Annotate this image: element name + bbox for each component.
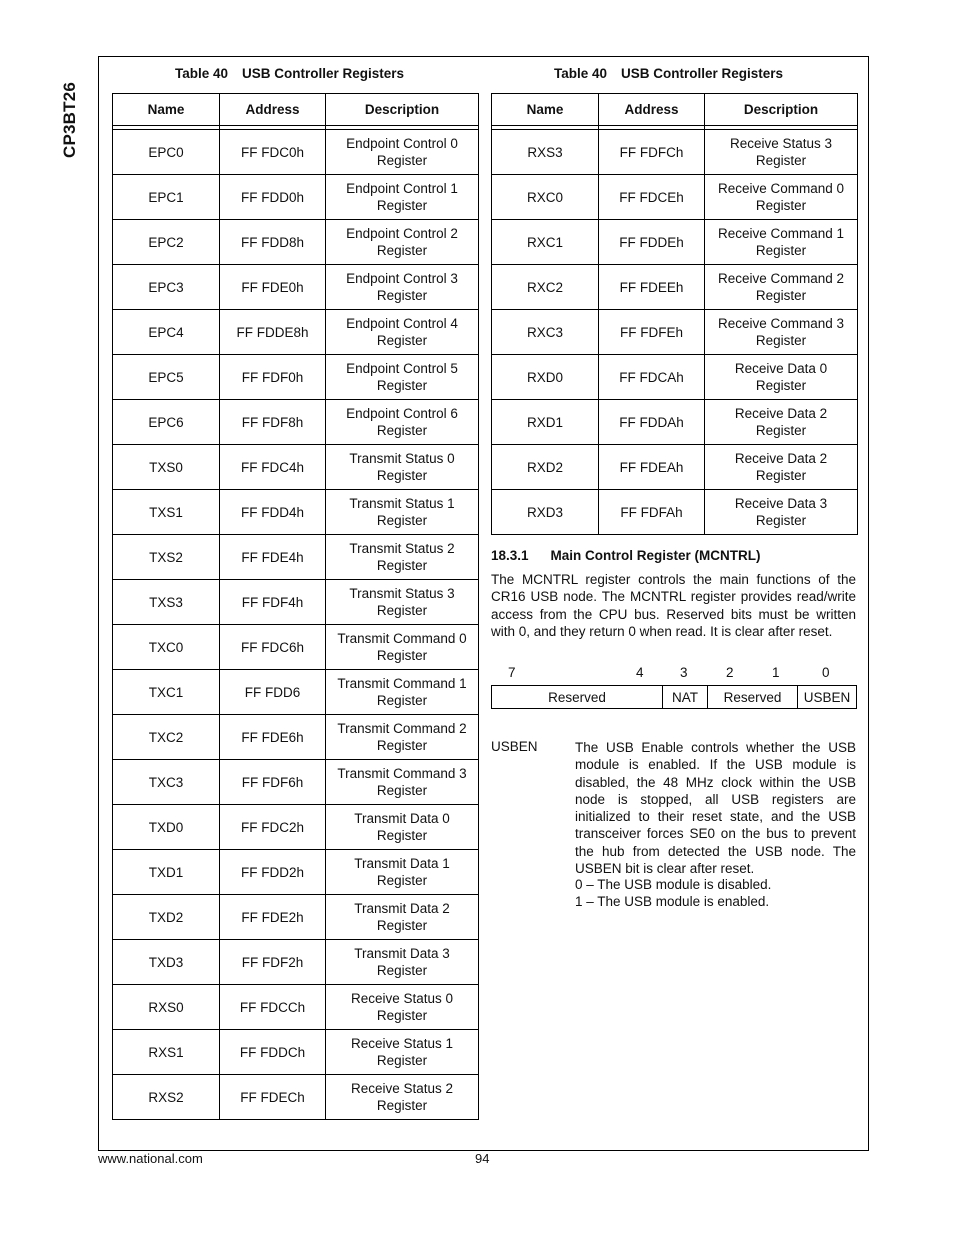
description-line: Transmit Data 3 (354, 946, 450, 961)
description-line: Transmit Status 1 (349, 496, 455, 511)
description-line: Receive Data 3 (734, 496, 828, 511)
description-line: Endpoint Control 0 (346, 136, 458, 151)
register-name-cell: TXD3 (113, 940, 220, 985)
table-row (113, 220, 479, 265)
page-number: 94 (475, 1151, 490, 1166)
table-row (113, 310, 479, 355)
register-name-cell: TXC3 (113, 760, 220, 805)
definition-option: 0 – The USB module is disabled. (575, 877, 772, 892)
column-header-name: Name (492, 94, 599, 126)
register-address-cell: FF FDDEh (599, 220, 705, 265)
register-description-cell (326, 895, 479, 940)
usb-register-table-right (491, 93, 858, 535)
table-row (113, 625, 479, 670)
description-line: Register (755, 423, 807, 438)
description-line: Transmit Data 1 (354, 856, 450, 871)
description-line: Transmit Command 2 (337, 721, 467, 736)
bit-number-row (491, 665, 856, 681)
register-address-cell: FF FDFCh (599, 130, 705, 175)
description-line: Receive Data 2 (734, 451, 828, 466)
table-row (113, 940, 479, 985)
register-description-cell (326, 940, 479, 985)
description-line: Register (755, 333, 807, 348)
register-name-cell: TXD0 (113, 805, 220, 850)
register-name-cell: EPC3 (113, 265, 220, 310)
description-line: Register (755, 468, 807, 483)
table-caption-title: USB Controller Registers (242, 66, 405, 81)
register-name-cell: EPC6 (113, 400, 220, 445)
table-row (492, 490, 858, 535)
table-row (492, 445, 858, 490)
description-line: Register (376, 783, 428, 798)
bit-number: 7 (508, 665, 516, 680)
register-description-cell (326, 1075, 479, 1120)
table-row (113, 265, 479, 310)
register-description-cell (705, 490, 858, 535)
register-address-cell: FF FDF0h (220, 355, 326, 400)
register-description-cell (705, 175, 858, 220)
bit-field-nat: NAT (663, 686, 708, 709)
register-description-cell (705, 355, 858, 400)
table-row (492, 175, 858, 220)
register-address-cell: FF FDD6 (220, 670, 326, 715)
register-address-cell: FF FDCEh (599, 175, 705, 220)
register-address-cell: FF FDC2h (220, 805, 326, 850)
description-line: Register (755, 198, 807, 213)
register-name-cell: RXD0 (492, 355, 599, 400)
register-address-cell: FF FDE4h (220, 535, 326, 580)
register-name-cell: EPC4 (113, 310, 220, 355)
table-row (492, 310, 858, 355)
description-line: Transmit Command 0 (337, 631, 467, 646)
register-address-cell: FF FDEEh (599, 265, 705, 310)
register-address-cell: FF FDDCh (220, 1030, 326, 1075)
description-line: Register (755, 243, 807, 258)
register-address-cell: FF FDC0h (220, 130, 326, 175)
table-row (113, 1030, 479, 1075)
register-description-cell (705, 130, 858, 175)
section-number: 18.3.1 (491, 548, 529, 563)
footer-url: www.national.com (98, 1151, 203, 1166)
register-name-cell: TXC0 (113, 625, 220, 670)
description-line: Transmit Status 3 (349, 586, 455, 601)
column-header-description: Description (705, 94, 858, 126)
register-name-cell: EPC1 (113, 175, 220, 220)
bit-field-usben: USBEN (798, 686, 857, 709)
register-name-cell: RXD3 (492, 490, 599, 535)
table-row (113, 670, 479, 715)
table-row (113, 985, 479, 1030)
bit-number: 2 (726, 665, 734, 680)
description-line: Register (755, 288, 807, 303)
column-header-address: Address (599, 94, 705, 126)
register-name-cell: RXS2 (113, 1075, 220, 1120)
register-description-cell (705, 445, 858, 490)
register-description-cell (326, 445, 479, 490)
section-heading (491, 548, 761, 563)
register-name-cell: TXD1 (113, 850, 220, 895)
table-caption-right (554, 66, 783, 81)
mcntrl-bit-layout (491, 685, 857, 709)
register-description-cell (326, 850, 479, 895)
description-line: Receive Command 2 (717, 271, 845, 286)
register-address-cell: FF FDF2h (220, 940, 326, 985)
description-line: Register (376, 243, 428, 258)
description-line: Transmit Command 3 (337, 766, 467, 781)
register-description-cell (326, 1030, 479, 1075)
bit-number: 0 (822, 665, 830, 680)
description-line: Register (376, 468, 428, 483)
register-address-cell: FF FDD2h (220, 850, 326, 895)
usb-register-table-left (112, 93, 479, 1120)
register-name-cell: TXS0 (113, 445, 220, 490)
table-row (113, 175, 479, 220)
description-line: Register (755, 378, 807, 393)
description-line: Receive Status 1 (350, 1036, 454, 1051)
table-caption-number: Table 40 (175, 66, 229, 81)
description-line: Receive Command 3 (717, 316, 845, 331)
table-row (113, 445, 479, 490)
register-address-cell: FF FDECh (220, 1075, 326, 1120)
bit-number: 3 (680, 665, 688, 680)
description-line: Register (376, 963, 428, 978)
register-description-cell (326, 985, 479, 1030)
register-name-cell: TXD2 (113, 895, 220, 940)
bit-number: 1 (772, 665, 780, 680)
register-address-cell: FF FDCCh (220, 985, 326, 1030)
register-description-cell (326, 220, 479, 265)
table-header-row (492, 94, 858, 126)
description-line: Register (376, 918, 428, 933)
register-description-cell (705, 310, 858, 355)
description-line: Register (376, 378, 428, 393)
description-line: Receive Data 2 (734, 406, 828, 421)
table-row (492, 220, 858, 265)
description-line: Receive Status 2 (350, 1081, 454, 1096)
table-row (492, 400, 858, 445)
description-line: Receive Command 0 (717, 181, 845, 196)
table-row (113, 130, 479, 175)
register-name-cell: EPC2 (113, 220, 220, 265)
description-line: Endpoint Control 6 (346, 406, 458, 421)
document-title (56, 60, 84, 180)
register-name-cell: TXS2 (113, 535, 220, 580)
register-address-cell: FF FDC4h (220, 445, 326, 490)
register-address-cell: FF FDF8h (220, 400, 326, 445)
table-row (113, 895, 479, 940)
register-description-cell (326, 265, 479, 310)
register-name-cell: EPC0 (113, 130, 220, 175)
register-description-cell (705, 265, 858, 310)
register-description-cell (705, 220, 858, 265)
column-header-address: Address (220, 94, 326, 126)
description-line: Endpoint Control 3 (346, 271, 458, 286)
column-header-name: Name (113, 94, 220, 126)
description-line: Register (376, 1098, 428, 1113)
description-line: Register (376, 873, 428, 888)
register-name-cell: TXC2 (113, 715, 220, 760)
register-description-cell (326, 535, 479, 580)
register-address-cell: FF FDE2h (220, 895, 326, 940)
description-line: Register (376, 828, 428, 843)
register-description-cell (326, 310, 479, 355)
description-line: Register (376, 558, 428, 573)
register-address-cell: FF FDFAh (599, 490, 705, 535)
section-paragraph: The MCNTRL register controls the main functions of the CR16 USB node. The MCNTRL register provides read/write access from the CPU bus. Reserved bits must be written with 0, and they return 0 when read. It is clear after reset. (491, 572, 856, 639)
description-line: Register (376, 693, 428, 708)
table-caption-title: USB Controller Registers (621, 66, 784, 81)
table-row (113, 400, 479, 445)
definition-option: 1 – The USB module is enabled. (575, 894, 770, 910)
register-name-cell: RXC3 (492, 310, 599, 355)
bit-field-row (492, 686, 857, 709)
description-line: Register (376, 153, 428, 168)
register-address-cell: FF FDC6h (220, 625, 326, 670)
definition-term: USBEN (491, 739, 538, 754)
register-name-cell: RXC1 (492, 220, 599, 265)
register-name-cell: RXD1 (492, 400, 599, 445)
description-line: Register (376, 513, 428, 528)
register-address-cell: FF FDCAh (599, 355, 705, 400)
description-line: Endpoint Control 5 (346, 361, 458, 376)
document-title-text: CP3BT26 (60, 81, 79, 159)
table-row (492, 130, 858, 175)
register-description-cell (326, 625, 479, 670)
table-row (113, 490, 479, 535)
register-address-cell: FF FDEAh (599, 445, 705, 490)
table-row (113, 850, 479, 895)
description-line: Register (755, 153, 807, 168)
register-address-cell: FF FDE0h (220, 265, 326, 310)
table-row (113, 760, 479, 805)
register-address-cell: FF FDD0h (220, 175, 326, 220)
description-line: Register (376, 288, 428, 303)
register-name-cell: EPC5 (113, 355, 220, 400)
table-row (113, 805, 479, 850)
description-line: Receive Command 1 (717, 226, 845, 241)
register-description-cell (326, 400, 479, 445)
register-name-cell: RXD2 (492, 445, 599, 490)
register-name-cell: RXS3 (492, 130, 599, 175)
description-line: Register (376, 648, 428, 663)
register-description-cell (705, 400, 858, 445)
register-description-cell (326, 805, 479, 850)
register-address-cell: FF FDD4h (220, 490, 326, 535)
register-description-cell (326, 355, 479, 400)
register-description-cell (326, 715, 479, 760)
table-caption-left (175, 66, 404, 81)
description-line: Endpoint Control 1 (346, 181, 458, 196)
description-line: Receive Status 0 (350, 991, 454, 1006)
register-description-cell (326, 130, 479, 175)
register-address-cell: FF FDFEh (599, 310, 705, 355)
register-address-cell: FF FDD8h (220, 220, 326, 265)
description-line: Register (376, 333, 428, 348)
register-name-cell: RXC0 (492, 175, 599, 220)
definition-text: The USB Enable controls whether the USB module is enabled. If the USB module is disabled, the 48 MHz clock within the USB node is stopped, all USB registers are initialized to their reset state, and the USB transceiver forces SE0 on the bus to prevent the hub from detected the USB node. The USBEN bit is clear after reset. (575, 740, 856, 877)
table-row (113, 535, 479, 580)
description-line: Register (755, 513, 807, 528)
description-line: Endpoint Control 4 (346, 316, 458, 331)
register-name-cell: TXS3 (113, 580, 220, 625)
register-address-cell: FF FDDE8h (220, 310, 326, 355)
description-line: Transmit Status 0 (349, 451, 455, 466)
table-caption-number: Table 40 (554, 66, 608, 81)
description-line: Register (376, 1053, 428, 1068)
definition-options (575, 876, 771, 911)
description-line: Register (376, 198, 428, 213)
table-row (113, 355, 479, 400)
description-line: Register (376, 603, 428, 618)
description-line: Register (376, 423, 428, 438)
table-row (492, 355, 858, 400)
table-row (113, 715, 479, 760)
register-description-cell (326, 670, 479, 715)
description-line: Transmit Data 2 (354, 901, 450, 916)
section-title: Main Control Register (MCNTRL) (550, 548, 761, 563)
register-name-cell: RXS0 (113, 985, 220, 1030)
register-description-cell (326, 175, 479, 220)
register-name-cell: RXS1 (113, 1030, 220, 1075)
register-address-cell: FF FDF4h (220, 580, 326, 625)
table-row (492, 265, 858, 310)
register-address-cell: FF FDF6h (220, 760, 326, 805)
register-name-cell: TXC1 (113, 670, 220, 715)
description-line: Register (376, 1008, 428, 1023)
description-line: Receive Data 0 (734, 361, 828, 376)
table-row (113, 580, 479, 625)
register-description-cell (326, 760, 479, 805)
bit-field-reserved-low: Reserved (708, 686, 798, 709)
description-line: Transmit Status 2 (349, 541, 455, 556)
table-row (113, 1075, 479, 1120)
register-name-cell: TXS1 (113, 490, 220, 535)
column-header-description: Description (326, 94, 479, 126)
description-line: Register (376, 738, 428, 753)
table-header-row (113, 94, 479, 126)
description-line: Endpoint Control 2 (346, 226, 458, 241)
bit-number: 4 (636, 665, 644, 680)
description-line: Receive Status 3 (729, 136, 833, 151)
register-description-cell (326, 490, 479, 535)
bit-field-reserved-high: Reserved (492, 686, 663, 709)
description-line: Transmit Command 1 (337, 676, 467, 691)
register-name-cell: RXC2 (492, 265, 599, 310)
register-description-cell (326, 580, 479, 625)
register-address-cell: FF FDE6h (220, 715, 326, 760)
register-address-cell: FF FDDAh (599, 400, 705, 445)
description-line: Transmit Data 0 (354, 811, 450, 826)
